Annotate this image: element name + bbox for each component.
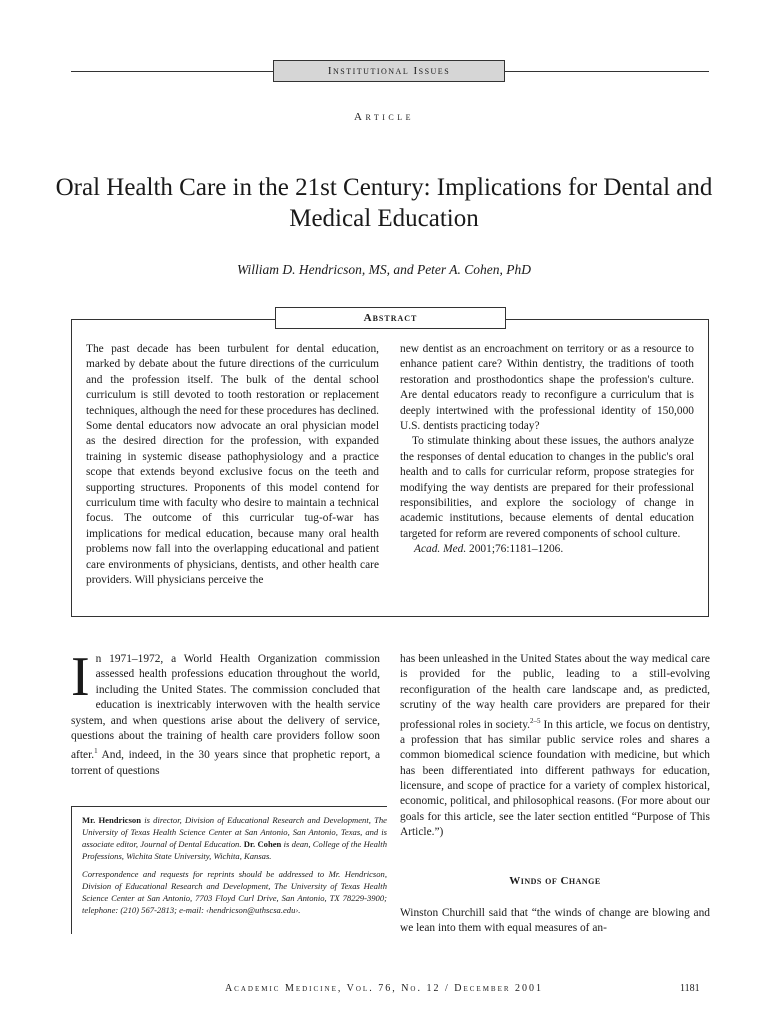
body-left-text-b: And, indeed, in the 30 years since that prophetic report, a torrent of questions	[71, 749, 380, 777]
journal-footer: Academic Medicine, Vol. 76, No. 12 / December 2001	[224, 983, 544, 994]
author2-name: Dr. Cohen	[243, 839, 282, 849]
abstract-right-text-1: new dentist as an encroachment on territory or as a resource to enhance patient care? Within dentistry, the traditions of tooth restoration and prosthodontics shape the profession's culture. Are dental educators ready to reconfigure a curriculum that is deeply intertwined with the professional identity of 150,000 U.S. dentists practicing today?	[400, 343, 694, 433]
article-label: Article	[354, 111, 414, 123]
footnote-ref-2-5[interactable]: 2–5	[530, 716, 541, 725]
body-right-text-c: Winston Churchill said that “the winds of change are blowing and we lean into them with equal measures of an-	[400, 907, 710, 935]
body-left-column	[71, 646, 380, 779]
author2-affiliation: is dean, College of the Health Professions, Wichita State University, Wichita, Kansas.	[82, 839, 387, 861]
page-number: 1181	[680, 983, 700, 994]
abstract-citation	[400, 542, 694, 557]
body-right-column	[400, 652, 710, 841]
abstract-label: Abstract	[275, 307, 506, 329]
author-footnote	[71, 806, 387, 934]
abstract-left-column	[86, 342, 379, 589]
section-heading: Winds of Change	[509, 875, 601, 887]
header-rule-left	[71, 71, 273, 72]
citation-journal: Acad. Med.	[414, 543, 467, 556]
drop-cap: I	[71, 646, 90, 708]
author1-affiliation: is director, Division of Educational Research and Development, The University of Texas Health Science Center at San Antonio, San Antonio, Texas, and is associate editor, Journal of Dental Education.	[82, 815, 387, 849]
header-rule-right	[505, 71, 709, 72]
correspondence-note: Correspondence and requests for reprints should be addressed to Mr. Hendricson, Division of Educational Research and Development, The University of Texas Health Science Center at San Antonio, 7703 Floyd Curl Drive, San Antonio, TX 78229-3900; telephone: (210) 567-2813; e-mail: ‹hendricson@uthscsa.edu›.	[82, 869, 387, 915]
footnote-ref-1[interactable]: 1	[94, 747, 98, 756]
authors: William D. Hendricson, MS, and Peter A. Cohen, PhD	[236, 262, 532, 277]
abstract-left-text: The past decade has been turbulent for dental education, marked by debate about the future directions of the curriculum and the profession itself. The bulk of the dental school curriculum is still devoted to tooth restoration or replacement techniques, although the need for these procedures has declined. Some dental educators now advocate an oral physician model as the desired direction for the profession, with expanded training in systemic disease pathophysiology and a practice scope that extends beyond exclusive focus on the teeth and supporting structures. Proponents of this model contend for curriculum time with faculty who desire to maintain a technical focus. The outcome of this curricular tug-of-war has implications for medical education, because many oral health problems now fall into the overlapping educational and patient care environments of physicians, dentists, and other health care providers. Will physicians perceive the	[86, 343, 379, 587]
citation-details: 2001;76:1181–1206.	[466, 543, 564, 556]
section-label: Institutional Issues	[273, 60, 505, 82]
abstract-right-column	[400, 342, 694, 558]
body-right-text-a: has been unleashed in the United States about the way medical care is provided for the public, leading to a still-evolving reconfiguration of the health care landscape and, as predicted, scrutiny of the way health care providers are prepared for their professional roles in society.	[400, 653, 710, 731]
paper-title: Oral Health Care in the 21st Century: Implications for Dental and Medical Education	[55, 174, 713, 232]
abstract-right-text-2: To stimulate thinking about these issues, the authors analyze the responses of dental education to changes in the public's oral health and to calls for curricular reform, propose strategies for modifying the way dentists are prepared for their professional responsibilities, and explore the sociology of change in academic institutions, because elements of dental education targeted for reform are revered components of school culture.	[400, 435, 694, 540]
body-right-text-b: In this article, we focus on dentistry, a profession that has similar public service roles and shares a common biomedical science foundation with medicine, but which has been differentiated into different pathways for education, licensure, and scope of practice for a variety of complex historical, economic, political, and philosophical reasons. (For more about our goals for this article, see the later section entitled “Purpose of This Article.”)	[400, 718, 710, 839]
body-left-text-a: n 1971–1972, a World Health Organization commission assessed health professions education throughout the world, including the United States. The commission concluded that education is inextricably interwoven with the health service system, and when questions arise about the delivery of service, questions about the training of health care providers follow soon after.	[71, 653, 380, 762]
author1-name: Mr. Hendricson	[82, 815, 141, 825]
body-right-column-continued	[400, 906, 710, 937]
